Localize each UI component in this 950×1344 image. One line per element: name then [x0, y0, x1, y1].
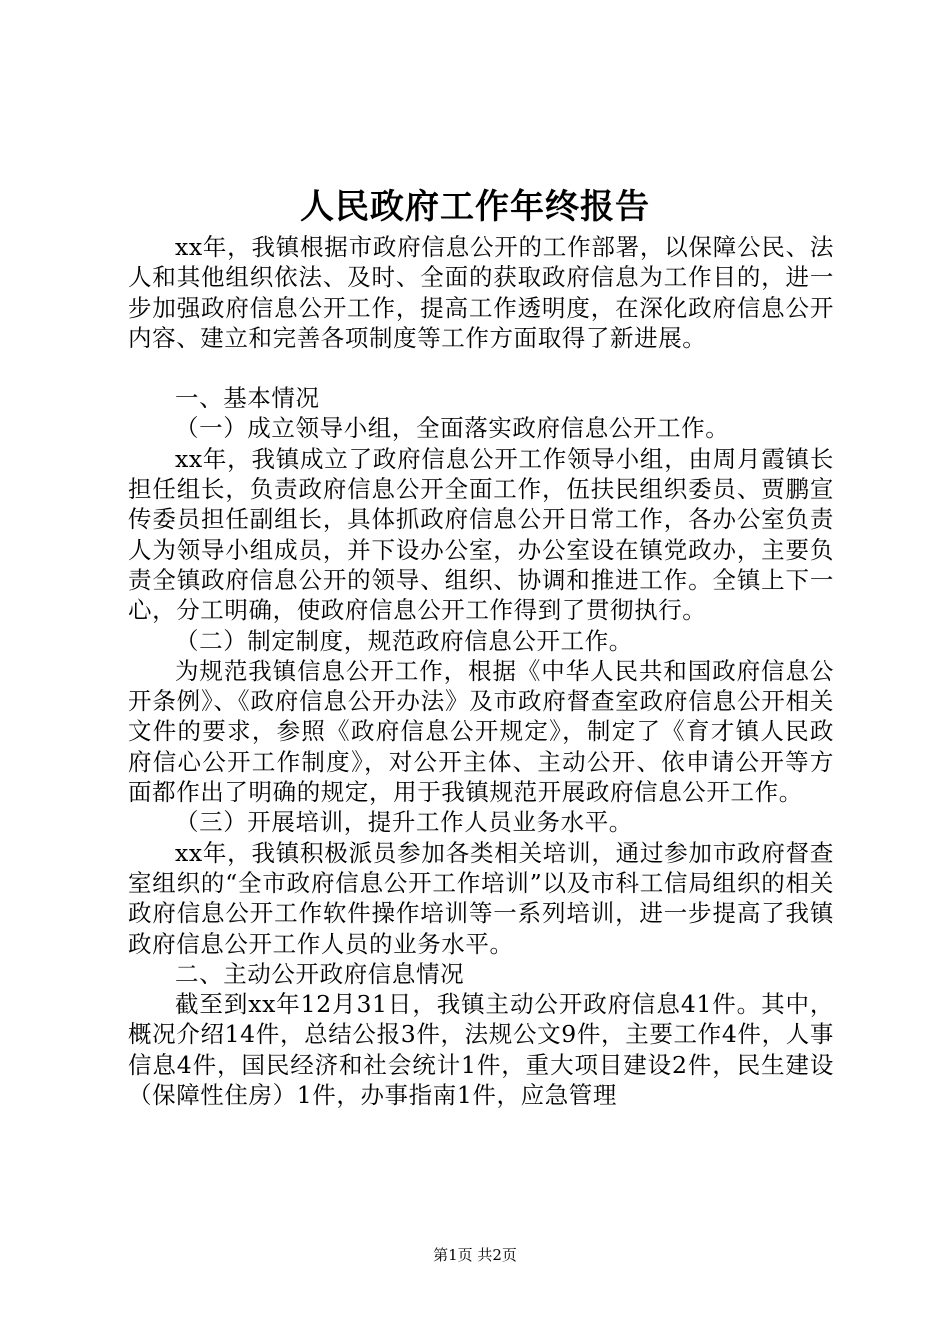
section-heading-basic: 一、基本情况	[175, 384, 320, 413]
document-body	[128, 232, 834, 1110]
subsection-heading-2: （二）制定制度，规范政府信息公开工作。	[175, 626, 633, 655]
body-paragraph: 截至到xx年12月31日，我镇主动公开政府信息41件。其中，概况介绍14件，总结公报3件，法规公文9件，主要工作4件，人事信息4件，国民经济和社会统计1件，重大项目建设2件，民生建设（保障性住房）1件，办事指南1件，应急管理	[128, 990, 834, 1110]
subsection-heading-1: （一）成立领导小组，全面落实政府信息公开工作。	[175, 414, 730, 443]
body-paragraph: xx年，我镇积极派员参加各类相关培训，通过参加市政府督查室组织的“全市政府信息公开工作培训”以及市科工信局组织的相关政府信息公开工作软件操作培训等一系列培训，进一步提高了我镇政府信息公开工作人员的业务水平。	[128, 838, 834, 958]
intro-paragraph: xx年，我镇根据市政府信息公开的工作部署，以保障公民、法人和其他组织依法、及时、全面的获取政府信息为工作目的，进一步加强政府信息公开工作，提高工作透明度，在深化政府信息公开内容、建立和完善各项制度等工作方面取得了新进展。	[128, 233, 834, 352]
document-title: 人民政府工作年终报告	[300, 187, 650, 227]
page-number-footer: 第1页 共2页	[433, 1246, 517, 1264]
body-paragraph: xx年，我镇成立了政府信息公开工作领导小组，由周月霞镇长担任组长，负责政府信息公开全面工作，伍扶民组织委员、贾鹏宣传委员担任副组长，具体抓政府信息公开日常工作，各办公室负责人为领导小组成员，并下设办公室，办公室设在镇党政办，主要负责全镇政府信息公开的领导、组织、协调和推进工作。全镇上下一心，分工明确，使政府信息公开工作得到了贯彻执行。	[128, 444, 834, 625]
subsection-heading-3: （三）开展培训，提升工作人员业务水平。	[175, 808, 633, 837]
body-paragraph: 为规范我镇信息公开工作，根据《中华人民共和国政府信息公开条例》、《政府信息公开办法》及市政府督查室政府信息公开相关文件的要求，参照《政府信息公开规定》，制定了《育才镇人民政府信心公开工作制度》，对公开主体、主动公开、依申请公开等方面都作出了明确的规定，用于我镇规范开展政府信息公开工作。	[128, 656, 834, 807]
paragraph-gap	[128, 353, 834, 383]
section-heading-disclosure: 二、主动公开政府信息情况	[175, 959, 465, 988]
